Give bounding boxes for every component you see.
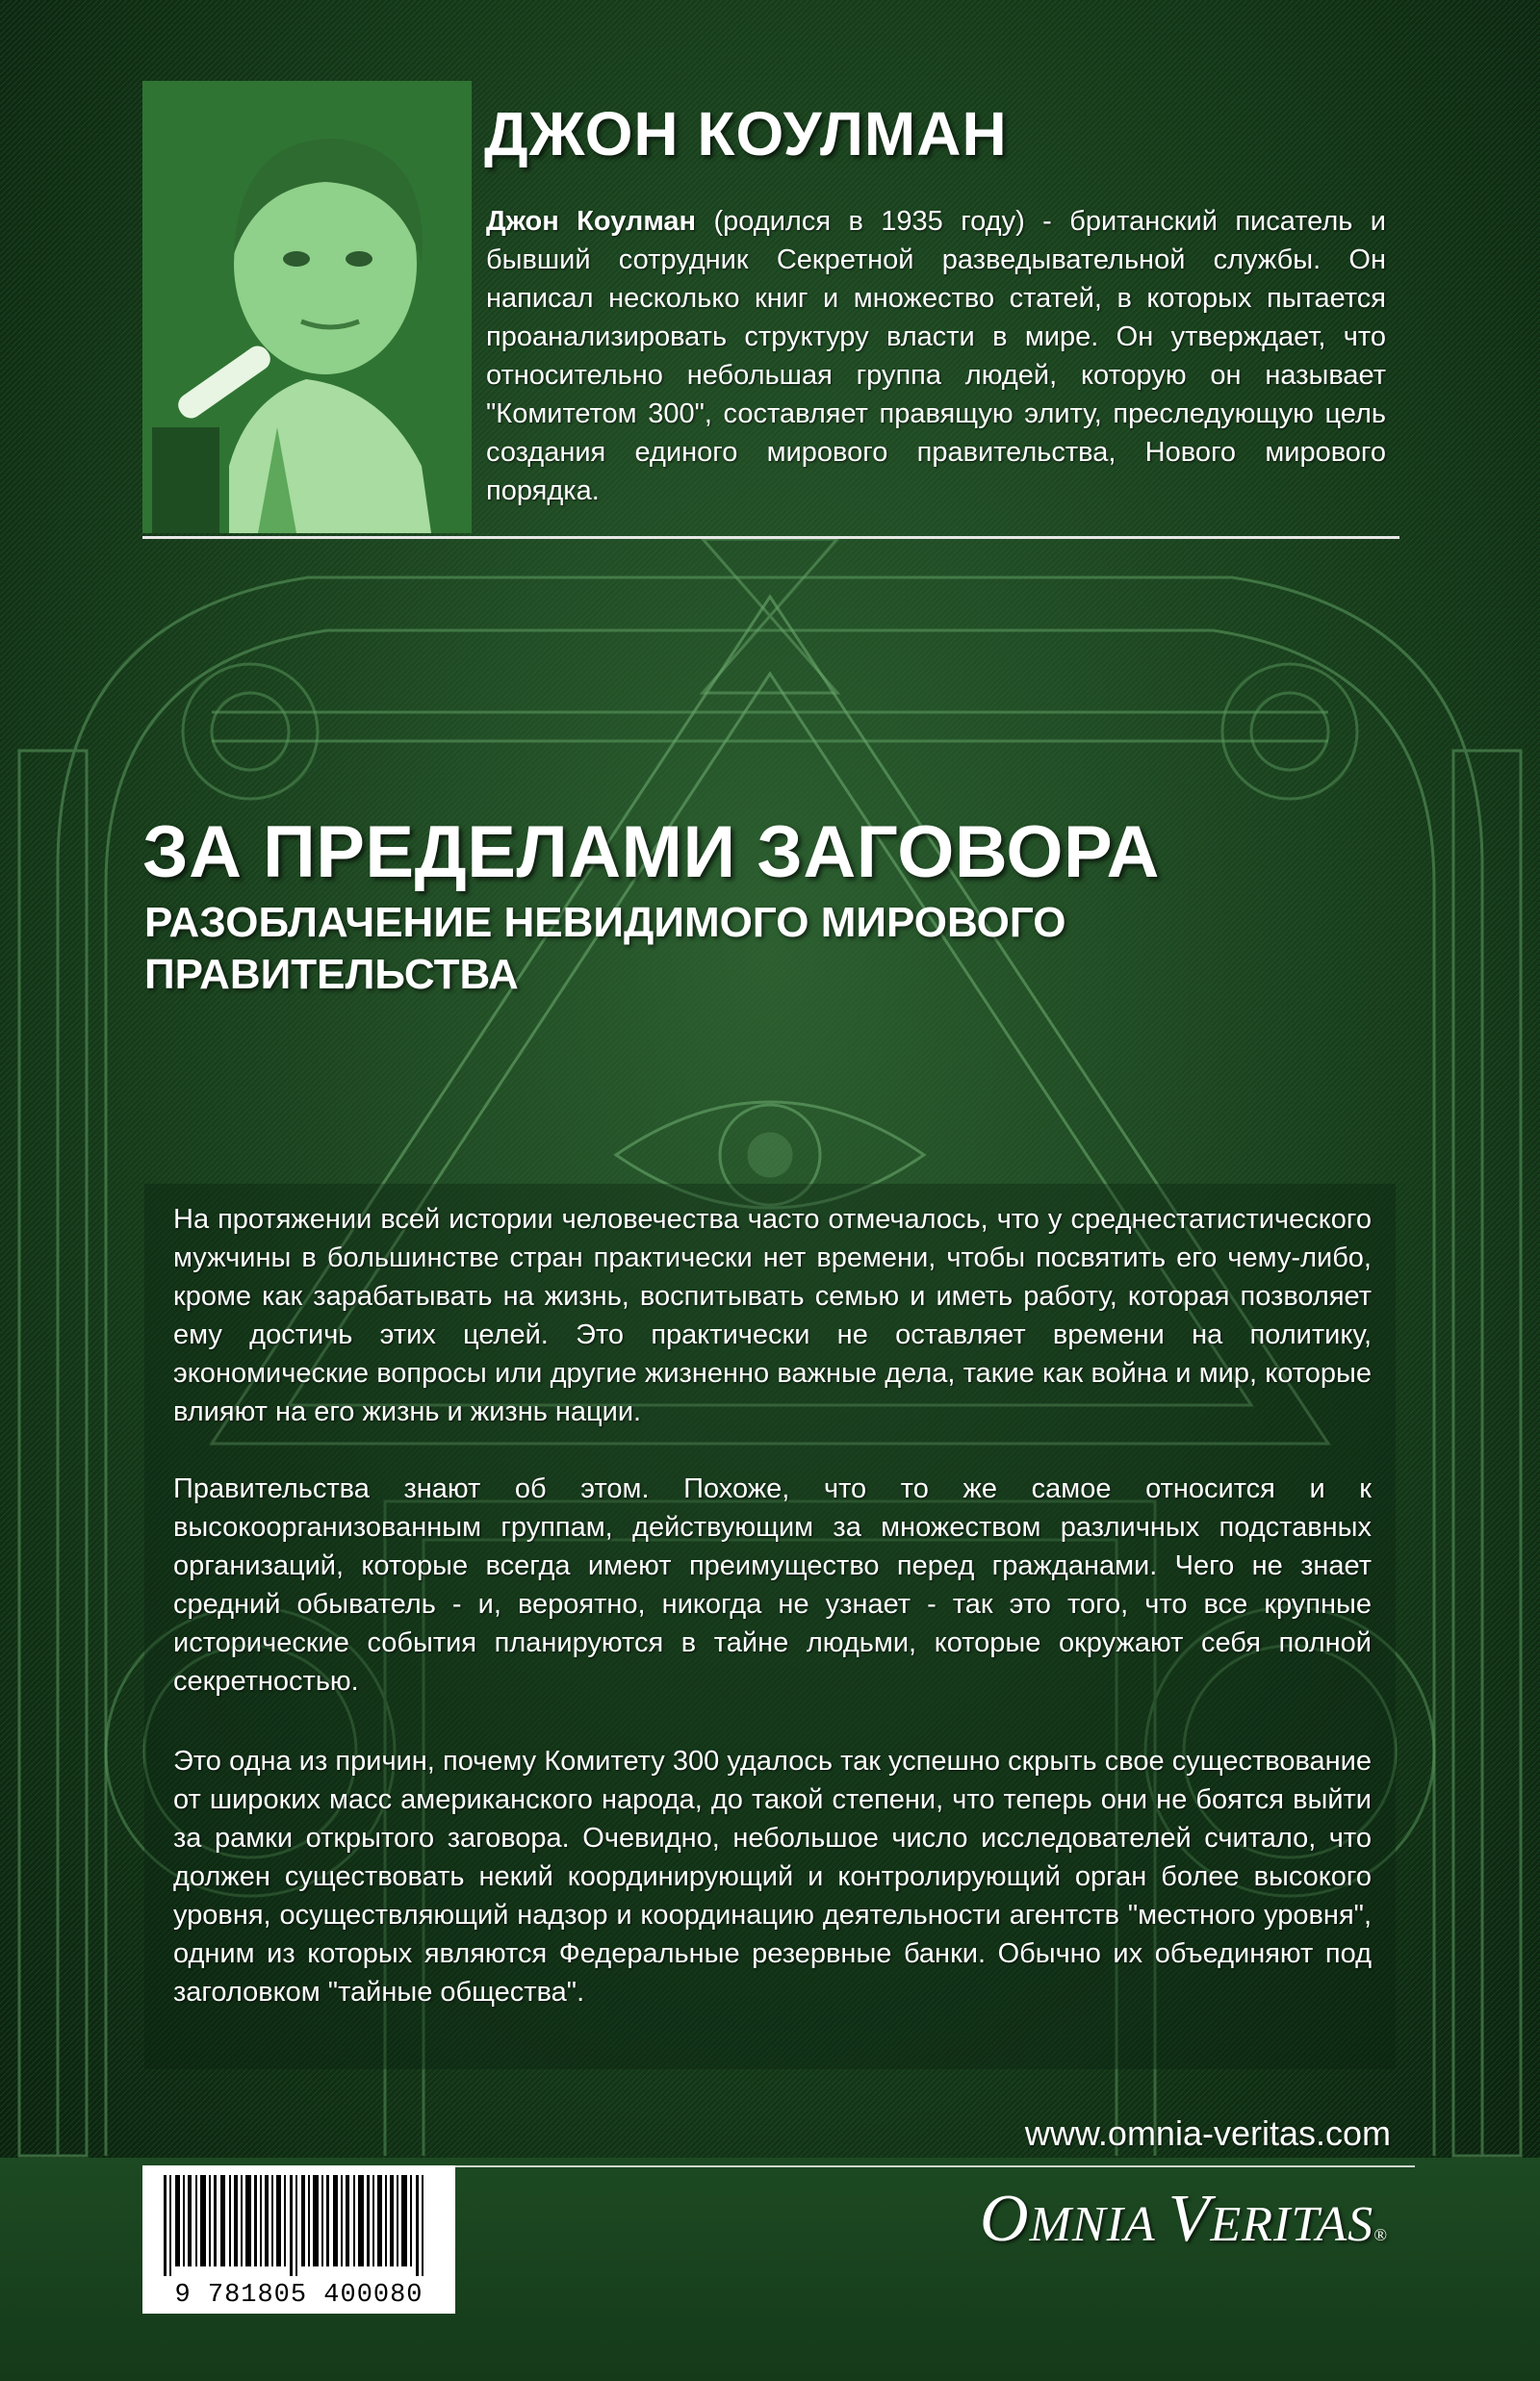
author-name: ДЖОН КОУЛМАН: [484, 99, 1008, 168]
isbn-number: 9 781805 400080: [174, 2281, 424, 2310]
blurb-paragraph-2: Правительства знают об этом. Похоже, что то же самое относится и к высокоорганизованным группам, действующим за множеством различных подставных организаций, которые всегда имеют преимущество перед гражданами. Чего не знает средний обыватель - и, вероятно, никогда не узнает - так это того, что все крупные исторические события планируются в тайне людьми, которые окружают себя полной секретностью.: [173, 1473, 1372, 1697]
footer-rule: [452, 2165, 1415, 2167]
publisher-website-link[interactable]: www.omnia-veritas.com: [1024, 2113, 1391, 2153]
divider-line: [142, 536, 1399, 539]
author-bio-name: Джон Коулман: [486, 206, 697, 237]
blurb-paragraph-1: На протяжении всей истории человечества часто отмечалось, что у среднестатистического мужчины в большинстве стран практически нет времени, чтобы посвятить его чему-либо, кроме как зарабатывать на жизнь, воспитывать семью и иметь работу, которая позволяет ему достичь этих целей. Это практически не оставляет времени на политику, экономические вопросы или другие жизненно важные дела, такие как война и мир, которые влияют на его жизнь и жизнь нации.: [173, 1204, 1372, 1427]
author-bio-text: (родился в 1935 году) - британский писатель и бывший сотрудник Секретной разведывательной службы. Он написал несколько книг и множество статей, в которых пытается проанализировать структуру власти в мире. Он утверждает, что относительно небольшая группа людей, которую он называет "Комитетом 300", составляет правящую элиту, преследующую цель создания единого мирового правительства, Нового мирового порядка.: [486, 206, 1387, 506]
barcode-bars: [142, 2165, 455, 2279]
book-subtitle: РАЗОБЛАЧЕНИЕ НЕВИДИМОГО МИРОВОГО ПРАВИТЕЛЬСТВА: [144, 899, 1066, 998]
author-photo: [142, 81, 472, 533]
book-title: ЗА ПРЕДЕЛАМИ ЗАГОВОРА: [142, 811, 1160, 893]
isbn-barcode: [142, 2165, 455, 2314]
author-bio: [486, 202, 1386, 510]
blurb-paragraph-3: Это одна из причин, почему Комитету 300 удалось так успешно скрыть свое существование от широких масс американского народа, до такой степени, что теперь они не боятся выйти за рамки открытого заговора. Очевидно, небольшое число исследователей считало, что должен существовать некий координирующий и контролирующий орган более высокого уровня, осуществляющий надзор и координацию деятельности агентств "местного уровня", одним из которых являются Федеральные резервные банки. Обычно их объединяют под заголовком "тайные общества".: [173, 1746, 1372, 2008]
publisher-logo: OMNIA VERITAS®: [980, 2182, 1388, 2256]
